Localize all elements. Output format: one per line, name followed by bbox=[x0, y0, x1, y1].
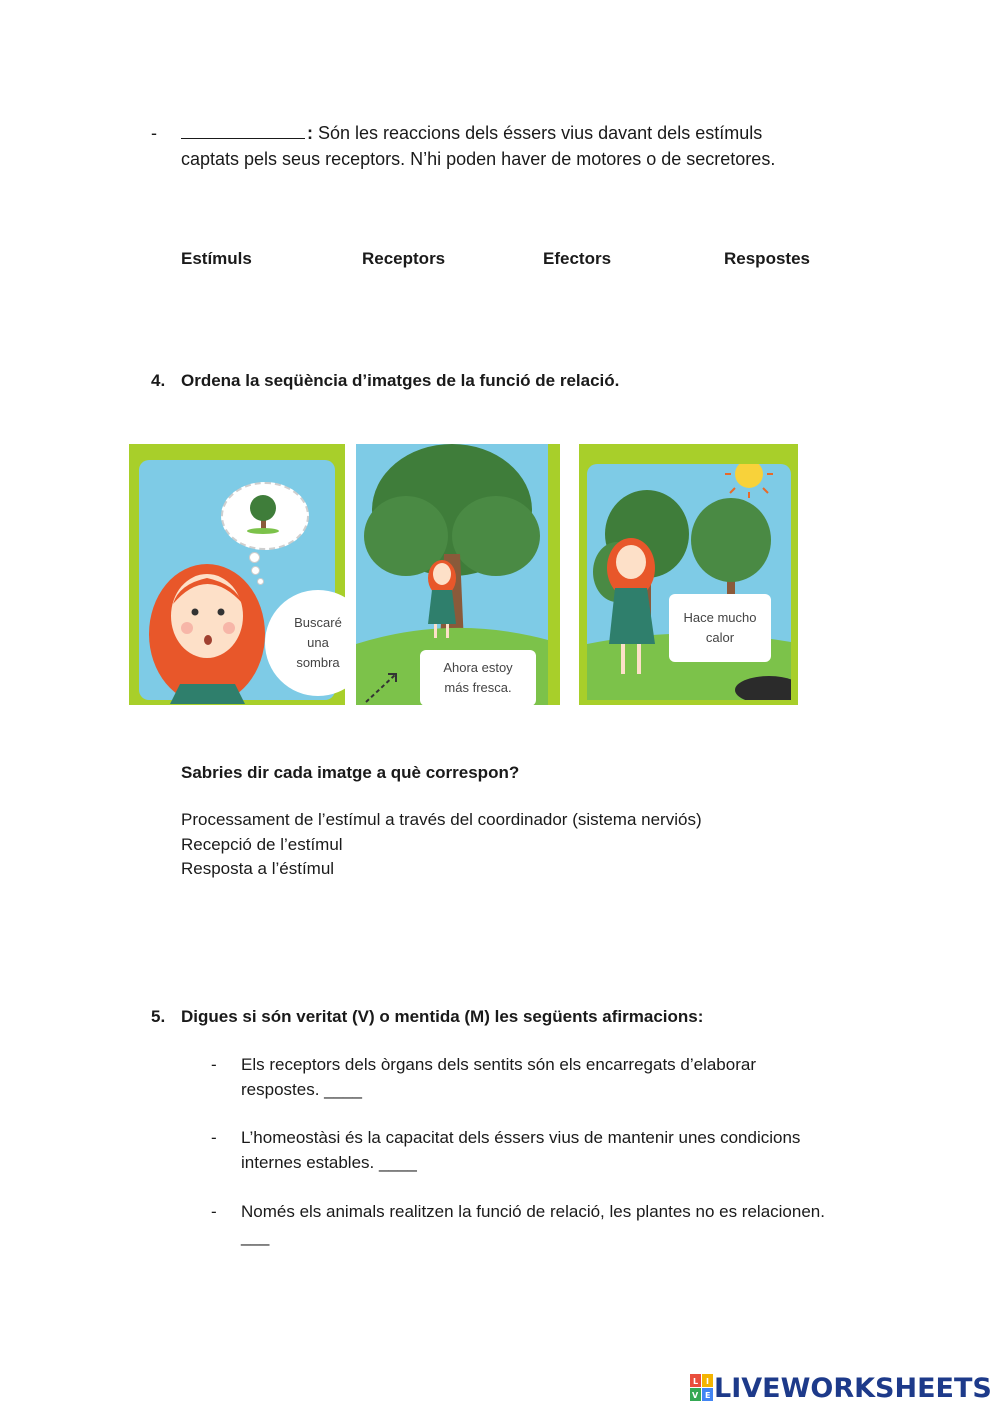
statement-1[interactable] bbox=[241, 1052, 901, 1102]
question-4-options bbox=[181, 808, 702, 882]
thought-bubble-icon bbox=[221, 482, 309, 550]
responses-definition bbox=[181, 120, 881, 172]
bubble-line: Hace mucho bbox=[683, 610, 757, 625]
statement-2[interactable] bbox=[241, 1125, 901, 1175]
dashed-arrow-icon bbox=[362, 668, 402, 705]
question-5-number: 5. bbox=[151, 1007, 166, 1026]
question-4-title: Ordena la seqüència d’imatges de la funció de relació. bbox=[181, 371, 620, 390]
liveworksheets-logo[interactable] bbox=[690, 1371, 992, 1405]
statement-dash: - bbox=[211, 1128, 217, 1147]
statement-dash: - bbox=[211, 1055, 217, 1074]
live-blocks-icon bbox=[690, 1374, 714, 1402]
blank-colon: : bbox=[307, 123, 313, 143]
statement-dash: - bbox=[211, 1202, 217, 1221]
bubble-line: Buscaré bbox=[294, 615, 342, 630]
sequence-image-3[interactable] bbox=[579, 444, 798, 705]
definition-line-2: captats pels seus receptors. N’hi poden haver de motores o de secretores. bbox=[181, 149, 776, 169]
option-item[interactable]: Resposta a l’éstímul bbox=[181, 859, 335, 878]
svg-text:E: E bbox=[705, 1391, 711, 1400]
sequence-image-1[interactable] bbox=[129, 444, 345, 705]
word-bank-item[interactable]: Respostes bbox=[724, 249, 810, 268]
bullet-dash: - bbox=[151, 123, 157, 143]
bubble-line: una bbox=[307, 635, 329, 650]
logo-text: LIVEWORKSHEETS bbox=[714, 1372, 992, 1404]
girl-thinking-icon bbox=[145, 554, 275, 704]
question-5-title: Digues si són veritat (V) o mentida (M) les següents afirmacions: bbox=[181, 1007, 704, 1026]
option-item[interactable]: Recepció de l’estímul bbox=[181, 834, 343, 854]
speech-bubble bbox=[669, 594, 771, 662]
word-bank-item[interactable]: Receptors bbox=[362, 249, 446, 268]
statement-line: L’homeostàsi és la capacitat dels éssers vius de mantenir unes condicions bbox=[241, 1128, 801, 1147]
answer-blank[interactable] bbox=[181, 120, 305, 139]
bubble-line: sombra bbox=[296, 655, 340, 670]
speech-bubble bbox=[420, 650, 536, 705]
sequence-image-2[interactable] bbox=[356, 444, 560, 705]
statement-line: ___ bbox=[241, 1227, 270, 1246]
statement-line: Els receptors dels òrgans dels sentits són els encarregats d’elaborar bbox=[241, 1055, 756, 1074]
svg-text:I: I bbox=[706, 1377, 709, 1386]
definition-line-1: Són les reaccions dels éssers vius davant dels estímuls bbox=[313, 123, 763, 143]
statement-3[interactable] bbox=[241, 1199, 941, 1249]
statement-line: Només els animals realitzen la funció de relació, les plantes no es relacionen. bbox=[241, 1202, 825, 1221]
word-bank-item[interactable]: Estímuls bbox=[181, 249, 252, 268]
word-bank-item[interactable]: Efectors bbox=[543, 249, 612, 268]
question-4-number: 4. bbox=[151, 371, 166, 390]
statement-line: internes estables. ____ bbox=[241, 1153, 417, 1172]
statement-line: respostes. ____ bbox=[241, 1080, 362, 1099]
bubble-line: calor bbox=[705, 630, 735, 645]
sunny-scene-icon bbox=[587, 464, 791, 700]
question-4-subtitle: Sabries dir cada imatge a què correspon? bbox=[181, 763, 520, 782]
option-item[interactable]: Processament de l’estímul a través del coordinador (sistema nerviós) bbox=[181, 810, 702, 829]
bubble-line: más fresca. bbox=[444, 680, 512, 695]
svg-text:V: V bbox=[692, 1391, 699, 1400]
bubble-line: Ahora estoy bbox=[443, 660, 513, 675]
svg-text:L: L bbox=[693, 1377, 699, 1386]
